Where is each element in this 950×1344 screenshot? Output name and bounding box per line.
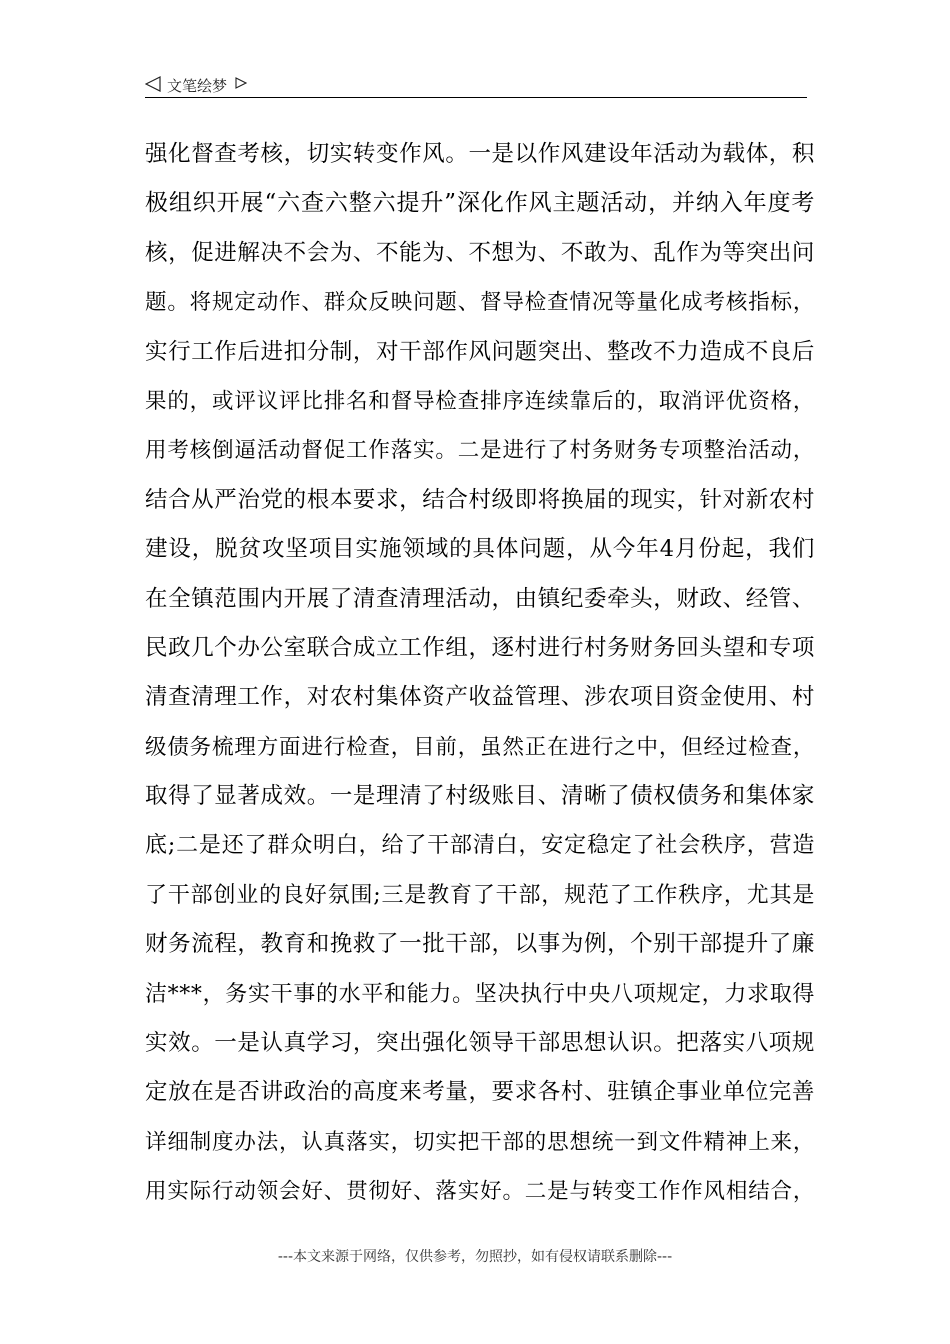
text-line: 民政几个办公室联合成立工作组，逐村进行村务财务回头望和专项 bbox=[145, 634, 815, 661]
text-line: 清查清理工作，对农村集体资产收益管理、涉农项目资金使用、村 bbox=[145, 684, 815, 711]
text-line: 实行工作后进扣分制，对干部作风问题突出、整改不力造成不良后 bbox=[145, 338, 815, 365]
text-line: 级债务梳理方面进行检查，目前，虽然正在进行之中，但经过检查， bbox=[145, 734, 815, 760]
header-brand: 文笔绘梦 bbox=[167, 77, 228, 95]
text-line: 极组织开展“六查六整六提升”深化作风主题活动，并纳入年度考 bbox=[145, 190, 815, 217]
text-line: 底;二是还了群众明白，给了干部清白，安定稳定了社会秩序，营造 bbox=[145, 833, 815, 859]
triangle-left-icon bbox=[145, 76, 161, 92]
header-divider bbox=[145, 97, 807, 98]
text-line: 在全镇范围内开展了清查清理活动，由镇纪委牵头，财政、经管、 bbox=[145, 585, 815, 612]
text-line: 用考核倒逼活动督促工作落实。二是进行了村务财务专项整治活动， bbox=[145, 438, 815, 464]
text-line: 强化督查考核，切实转变作风。一是以作风建设年活动为载体，积 bbox=[145, 141, 815, 167]
text-line: 结合从严治党的根本要求，结合村级即将换届的现实，针对新农村 bbox=[145, 486, 815, 513]
triangle-right-icon bbox=[235, 77, 247, 89]
text-line: 果的，或评议评比排名和督导检查排序连续靠后的，取消评优资格， bbox=[145, 388, 815, 414]
text-line: 用实际行动领会好、贯彻好、落实好。二是与转变工作作风相结合， bbox=[145, 1179, 815, 1205]
text-line: 建设，脱贫攻坚项目实施领域的具体问题，从今年4月份起，我们 bbox=[145, 536, 815, 563]
text-line: 实效。一是认真学习，突出强化领导干部思想认识。把落实八项规 bbox=[145, 1030, 815, 1057]
page-header bbox=[145, 72, 807, 98]
text-line: 详细制度办法，认真落实，切实把干部的思想统一到文件精神上来， bbox=[145, 1129, 815, 1155]
body-paragraph bbox=[145, 130, 815, 1217]
text-line: 洁***，务实干事的水平和能力。坚决执行中央八项规定，力求取得 bbox=[145, 981, 815, 1007]
text-line: 定放在是否讲政治的高度来考量，要求各村、驻镇企事业单位完善 bbox=[145, 1079, 815, 1106]
footer-disclaimer: ---本文来源于网络，仅供参考，勿照抄，如有侵权请联系删除--- bbox=[277, 1249, 673, 1265]
text-line: 题。将规定动作、群众反映问题、督导检查情况等量化成考核指标， bbox=[145, 290, 815, 316]
text-line: 取得了显著成效。一是理清了村级账目、清晰了债权债务和集体家 bbox=[145, 783, 815, 810]
text-line: 核，促进解决不会为、不能为、不想为、不敢为、乱作为等突出问 bbox=[145, 239, 815, 266]
text-line: 了干部创业的良好氛围;三是教育了干部，规范了工作秩序，尤其是 bbox=[145, 882, 815, 908]
text-line: 财务流程，教育和挽救了一批干部，以事为例，个别干部提升了廉 bbox=[145, 931, 815, 958]
